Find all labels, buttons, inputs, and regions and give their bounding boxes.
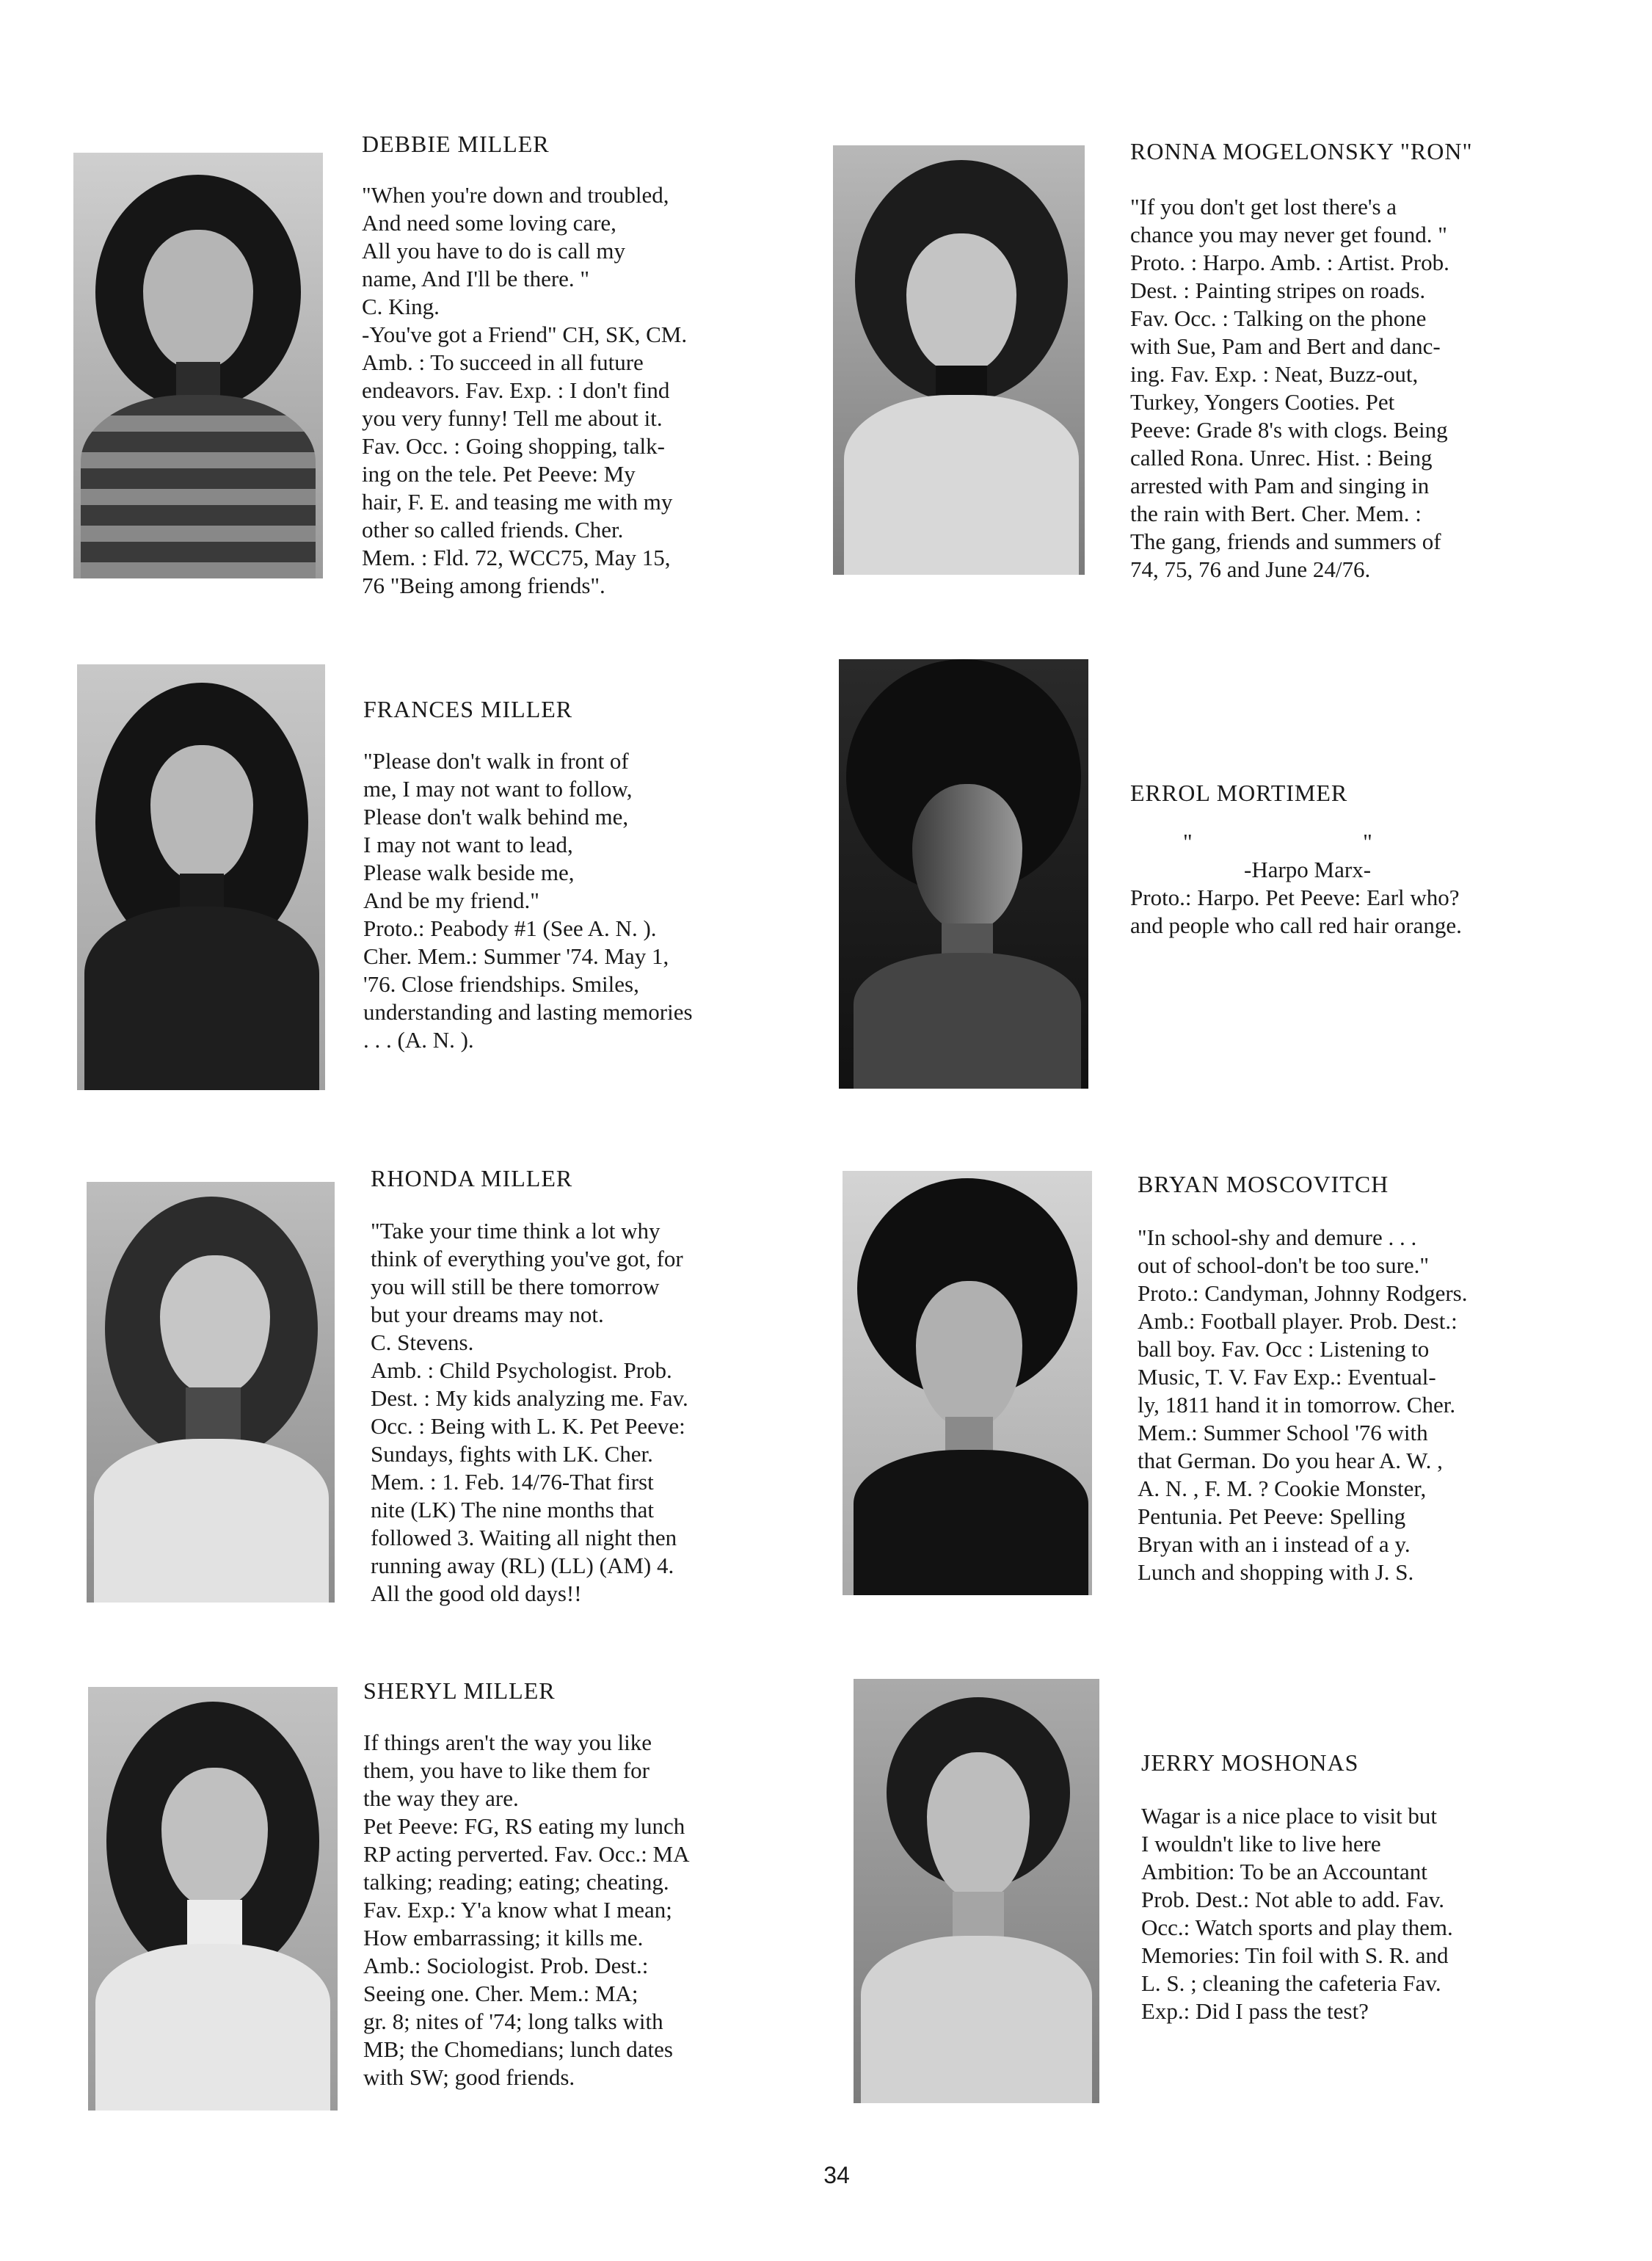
bio-line: -Harpo Marx- [1130,857,1372,882]
bio-line: Amb. : To succeed in all future [362,349,644,375]
bio-line: Amb.: Sociologist. Prob. Dest.: [363,1953,649,1978]
bio-line: followed 3. Waiting all night then [371,1525,677,1550]
bio-line: And need some loving care, [362,210,616,236]
portrait-photo-debbie-miller [73,153,323,578]
bio-line: but your dreams may not. [371,1302,604,1327]
student-bio [371,1217,826,1608]
student-bio [362,181,832,600]
bio-line: "If you don't get lost there's a [1130,194,1397,219]
bio-line: Please walk beside me, [363,860,575,885]
bio-line: ing. Fav. Exp. : Neat, Buzz-out, [1130,361,1419,387]
student-bio [363,747,833,1054]
bio-line: And be my friend." [363,888,539,913]
bio-line: them, you have to like them for [363,1757,649,1783]
bio-line: the way they are. [363,1785,519,1811]
bio-line: . . . (A. N. ). [363,1027,474,1053]
bio-line: Wagar is a nice place to visit but [1141,1803,1437,1829]
bio-line: Prob. Dest.: Not able to add. Fav. [1141,1887,1444,1912]
student-name: DEBBIE MILLER [362,131,550,157]
bio-line: Music, T. V. Fav Exp.: Eventual- [1138,1364,1436,1390]
bio-line: Memories: Tin foil with S. R. and [1141,1942,1449,1968]
bio-line: ing on the tele. Pet Peeve: My [362,461,636,487]
portrait-photo-jerry-moshonas [854,1679,1099,2103]
portrait-photo-errol-mortimer [839,659,1088,1089]
bio-line: out of school-don't be too sure." [1138,1252,1430,1278]
bio-line: I may not want to lead, [363,832,573,857]
student-name: FRANCES MILLER [363,696,573,722]
bio-line: called Rona. Unrec. Hist. : Being [1130,445,1433,471]
bio-line: gr. 8; nites of '74; long talks with [363,2008,663,2034]
bio-line: talking; reading; eating; cheating. [363,1869,669,1895]
bio-line: and people who call red hair orange. [1130,912,1462,938]
bio-line: C. King. [362,294,440,319]
bio-line: Please don't walk behind me, [363,804,629,830]
bio-line: with Sue, Pam and Bert and danc- [1130,333,1441,359]
bio-line: chance you may never get found. " [1130,222,1447,247]
bio-line: Exp.: Did I pass the test? [1141,1998,1369,2024]
bio-line: Amb.: Football player. Prob. Dest.: [1138,1308,1458,1334]
bio-line: All you have to do is call my [362,238,626,264]
bio-line: Proto. : Harpo. Amb. : Artist. Prob. [1130,250,1449,275]
bio-line: " " [1183,829,1372,854]
bio-line: nite (LK) The nine months that [371,1497,654,1523]
bio-line: Fav. Occ. : Talking on the phone [1130,305,1427,331]
student-name: ERROL MORTIMER [1130,780,1348,806]
bio-line: -You've got a Friend" CH, SK, CM. [362,322,688,347]
student-bio [1130,828,1615,940]
bio-line: Pentunia. Pet Peeve: Spelling [1138,1503,1406,1529]
student-name: BRYAN MOSCOVITCH [1138,1171,1389,1197]
bio-line: Proto.: Peabody #1 (See A. N. ). [363,915,657,941]
bio-line: think of everything you've got, for [371,1246,683,1271]
bio-line: "When you're down and troubled, [362,182,669,208]
bio-line: arrested with Pam and singing in [1130,473,1430,498]
bio-line: '76. Close friendships. Smiles, [363,971,639,997]
bio-line: you will still be there tomorrow [371,1274,660,1299]
bio-line: Proto.: Candyman, Johnny Rodgers. [1138,1280,1468,1306]
bio-line: L. S. ; cleaning the cafeteria Fav. [1141,1970,1441,1996]
portrait-photo-bryan-moscovitch [843,1171,1092,1595]
bio-line: Fav. Exp.: Y'a know what I mean; [363,1897,672,1923]
bio-line: Turkey, Yongers Cooties. Pet [1130,389,1395,415]
bio-line: Amb. : Child Psychologist. Prob. [371,1357,672,1383]
bio-line: endeavors. Fav. Exp. : I don't find [362,377,670,403]
bio-line: "Take your time think a lot why [371,1218,661,1244]
bio-line: 76 "Being among friends". [362,573,605,598]
student-name: JERRY MOSHONAS [1141,1749,1359,1776]
bio-line: Mem. : Fld. 72, WCC75, May 15, [362,545,671,570]
bio-line: Fav. Occ. : Going shopping, talk- [362,433,665,459]
bio-line: Bryan with an i instead of a y. [1138,1531,1411,1557]
bio-line: Sundays, fights with LK. Cher. [371,1441,653,1467]
student-name: RONNA MOGELONSKY "RON" [1130,138,1473,164]
bio-line: Cher. Mem.: Summer '74. May 1, [363,943,669,969]
bio-line: me, I may not want to follow, [363,776,633,802]
bio-line: The gang, friends and summers of [1130,529,1441,554]
bio-line: C. Stevens. [371,1329,474,1355]
student-bio [363,1729,833,2091]
student-bio [1138,1224,1615,1586]
bio-line: If things aren't the way you like [363,1730,652,1755]
bio-line: "Please don't walk in front of [363,748,629,774]
bio-line: Proto.: Harpo. Pet Peeve: Earl who? [1130,885,1460,910]
student-bio [1130,193,1615,584]
bio-line: A. N. , F. M. ? Cookie Monster, [1138,1476,1427,1501]
bio-line: Lunch and shopping with J. S. [1138,1559,1414,1585]
student-bio [1141,1802,1611,2025]
bio-line: ball boy. Fav. Occ : Listening to [1138,1336,1430,1362]
bio-line: Mem.: Summer School '76 with [1138,1420,1428,1445]
portrait-photo-sheryl-miller [88,1687,338,2111]
bio-line: How embarrassing; it kills me. [363,1925,644,1950]
student-name: SHERYL MILLER [363,1677,556,1704]
bio-line: that German. Do you hear A. W. , [1138,1448,1443,1473]
student-name: RHONDA MILLER [371,1165,573,1191]
bio-line: MB; the Chomedians; lunch dates [363,2036,673,2062]
bio-line: with SW; good friends. [363,2064,575,2090]
bio-line: I wouldn't like to live here [1141,1831,1381,1857]
bio-line: other so called friends. Cher. [362,517,624,542]
bio-line: Seeing one. Cher. Mem.: MA; [363,1981,638,2006]
bio-line: Ambition: To be an Accountant [1141,1859,1427,1884]
portrait-photo-ronna-mogelonsky [833,145,1085,575]
bio-line: Mem. : 1. Feb. 14/76-That first [371,1469,654,1495]
bio-line: "In school-shy and demure . . . [1138,1224,1417,1250]
bio-line: Occ.: Watch sports and play them. [1141,1915,1453,1940]
portrait-photo-rhonda-miller [87,1182,335,1603]
bio-line: Dest. : Painting stripes on roads. [1130,277,1426,303]
bio-line: 74, 75, 76 and June 24/76. [1130,556,1371,582]
bio-line: ly, 1811 hand it in tomorrow. Cher. [1138,1392,1456,1418]
bio-line: All the good old days!! [371,1580,582,1606]
bio-line: the rain with Bert. Cher. Mem. : [1130,501,1422,526]
page-number: 34 [823,2162,850,2188]
portrait-photo-frances-miller [77,664,325,1090]
bio-line: running away (RL) (LL) (AM) 4. [371,1553,674,1578]
bio-line: Dest. : My kids analyzing me. Fav. [371,1385,688,1411]
bio-line: Occ. : Being with L. K. Pet Peeve: [371,1413,685,1439]
bio-line: hair, F. E. and teasing me with my [362,489,673,515]
bio-line: you very funny! Tell me about it. [362,405,663,431]
bio-line: RP acting perverted. Fav. Occ.: MA [363,1841,690,1867]
bio-line: Peeve: Grade 8's with clogs. Being [1130,417,1448,443]
bio-line: Pet Peeve: FG, RS eating my lunch [363,1813,685,1839]
bio-line: understanding and lasting memories [363,999,693,1025]
bio-line: name, And I'll be there. " [362,266,590,291]
